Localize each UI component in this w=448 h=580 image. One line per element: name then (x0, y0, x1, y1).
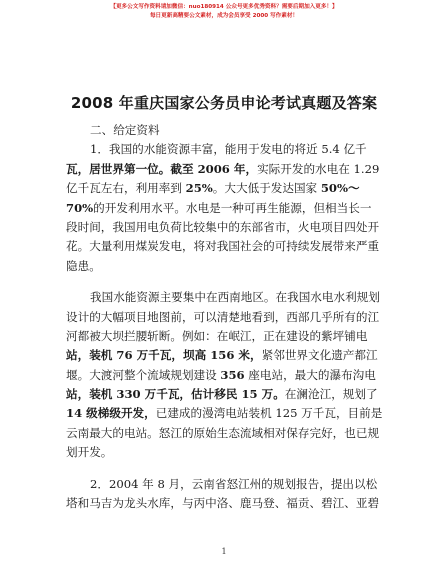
paragraph-line: 划开发。 (66, 445, 113, 460)
paragraph-line: 河都被大坝拦腰斩断。例如：在岷江，正在建设的紫坪铺电 (66, 328, 368, 343)
text-run: 紧邻世界文化遗产都江 (261, 348, 378, 363)
bold-phrase: 14 级梯级开发， (66, 406, 156, 421)
paragraph-line: 隐患。 (66, 258, 101, 273)
bold-phrase: 截至 2006 年， (170, 161, 258, 176)
paragraph-line: 云南最大的电站。怒江的原始生态流域相对保存完好，也已规 (66, 425, 380, 440)
promo-banner[interactable] (0, 3, 448, 21)
text-run: 座电站，最大的瀑布沟电 (244, 367, 376, 382)
paragraph-1 (66, 140, 400, 276)
section-heading: 二、给定资料 (90, 123, 160, 137)
text-run: 在澜沧江，规划了 (284, 387, 378, 402)
bold-phrase: 50%～ (320, 181, 360, 196)
paragraph-line (66, 160, 400, 179)
document-body (66, 121, 400, 513)
paragraph-line: 段时间，我国用电负荷比较集中的东部省市，火电项目四处开 (66, 219, 380, 234)
paragraph-gap (66, 463, 400, 475)
paragraph-gap (66, 276, 400, 288)
bold-phrase: 估计移民 15 万。 (191, 387, 285, 402)
bold-phrase: 25% (185, 181, 213, 196)
paragraph-line: 设计的大幅项目地图前，可以清楚地看到，西部几乎所有的江 (66, 309, 380, 324)
paragraph-line: 花。大量利用煤炭发电，将对我国社会的可持续发展带来严重 (66, 239, 380, 254)
text-run: 。大大低于发达国家 (212, 181, 321, 196)
paragraph-line (66, 346, 400, 365)
paragraph-3 (66, 475, 400, 514)
paragraph-line: 2．2004 年 8 月，云南省怒江州的规划报告，提出以松 (90, 476, 378, 491)
bold-phrase: 356 (220, 367, 245, 382)
document-title: 2008 年重庆国家公务员申论考试真题及答案 (70, 94, 378, 112)
paragraph-2 (66, 288, 400, 463)
paragraph-line (66, 366, 400, 385)
bold-phrase: 70% (66, 200, 94, 215)
text-run: 已建成的漫湾电站装机 125 万千瓦，目前是 (155, 406, 383, 421)
text-run: 堰。大渡河整个流域规划建设 (66, 367, 221, 382)
bold-phrase: 站，装机 330 万千瓦， (66, 387, 192, 402)
paragraph-line: 1．我国的水能资源丰富，能用于发电的将近 5.4 亿千 (90, 142, 367, 157)
paragraph-line (66, 385, 400, 404)
bold-phrase: 站，装机 76 万千瓦， (66, 348, 183, 363)
bold-phrase: 瓦，居世界第一位。 (66, 161, 171, 176)
page-number: 1 (221, 547, 227, 556)
promo-banner-line-1[interactable]: 【更多公文写作资料请加微信：nuo180914 公众号更多优秀资料？需要后期加入更多！】 (110, 4, 338, 10)
paragraph-line: 塔和马吉为龙头水库，与丙中洛、鹿马登、福贡、碧江、亚碧 (66, 496, 380, 511)
paragraph-line: 我国水能资源主要集中在西南地区。在我国水电水利规划 (90, 290, 380, 305)
paragraph-line (66, 179, 400, 198)
paragraph-line (66, 199, 400, 218)
text-run: 亿千瓦左右，利用率到 (66, 181, 186, 196)
text-run: 实际开发的水电在 1.29 (257, 161, 380, 176)
text-run: 的开发利用水平。水电是一种可再生能源，但相当长一 (93, 200, 372, 215)
promo-banner-line-2[interactable]: 每日更新高精要公文素材，成为会员享受 2000 写作素材！ (149, 13, 299, 19)
paragraph-line (66, 404, 400, 423)
bold-phrase: 坝高 156 米， (182, 348, 262, 363)
